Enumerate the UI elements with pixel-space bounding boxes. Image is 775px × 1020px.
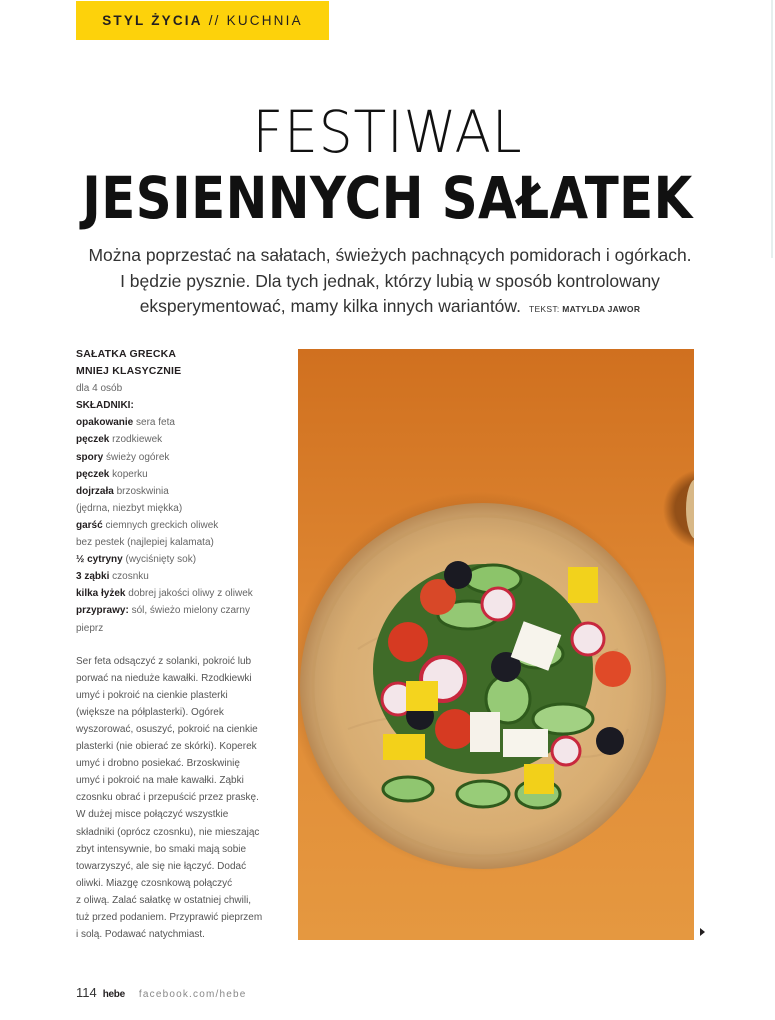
method-line: czosnku obrać i przepuścić przez praskę. [76,792,259,804]
ingredient-item: garść ciemnych greckich oliwek [76,519,219,531]
method-line: tuż przed podaniem. Przyprawić pieprzem [76,912,263,923]
method-line: umyć i pokroić na cienkie plasterki [76,689,228,701]
ingredient-item: spory świeży ogórek [76,451,170,463]
salad-plate-illustration [298,349,694,940]
method-line: umyć i drobno posiekać. Brzoskwinię [76,758,240,770]
brand-logo: hebe [102,989,125,1000]
salad-photo [298,349,694,940]
recipe-title: SAŁATKA GRECKA [76,348,177,360]
method-line: W dużej misce połączyć wszystkie [76,809,229,821]
page-footer [76,985,247,1000]
recipe-subtitle: MNIEJ KLASYCZNIE [76,365,182,378]
headline-line1: FESTIWAL [252,98,523,166]
method-line: zbyt intensywnie, bo smaki mają sobie [76,843,247,855]
method-line: oliwki. Miazgę czosnkową połączyć [76,877,233,889]
lead-paragraph [60,243,720,323]
ingredient-item: pęczek koperku [76,468,148,480]
ingredient-item: dojrzała brzoskwinia [76,485,169,497]
ingredient-item: kilka łyżek dobrej jakości oliwy z oliwek [76,588,253,600]
method-line: z oliwą. Zalać sałatkę w ostatniej chwili, [76,894,252,906]
page-edge-rule [771,0,773,258]
recipe-method [76,653,288,944]
ingredient-item: bez pestek (najlepiej kalamata) [76,537,214,549]
ingredient-item: pieprz [76,622,104,634]
method-line: plasterki (nie obierać ze skórki). Koperek [76,741,257,753]
facebook-link[interactable]: facebook.com/hebe [138,989,247,1000]
method-line: umyć i pokroić na małe kawałki. Ząbki [76,775,244,787]
method-line: składniki (oprócz czosnku), nie mieszając [76,826,260,838]
method-line: (większe na półplasterki). Ogórek [76,706,224,718]
headline-line2: JESIENNYCH SAŁATEK [82,164,693,232]
recipe-sidebar [76,346,288,943]
method-line: towarzyszyć, ale się nie łączyć. Dodać [76,860,247,872]
ingredient-item: (jędrna, niezbyt miękka) [76,502,183,514]
lead-line: I będzie pysznie. Dla tych jednak, którzy lubią w sposób kontrolowany [120,270,660,291]
section-tag-separator: // [208,13,221,28]
byline-label: TEKST: [528,304,560,314]
ingredients-header: SKŁADNIKI: [76,400,134,412]
ingredient-item: opakowanie sera feta [76,417,175,429]
page-number: 114 [76,985,97,1000]
lead-line: eksperymentować, mamy kilka innych wariantów. [139,296,521,316]
method-line: wyszorować, osuszyć, pokroić na cienkie [76,723,258,735]
section-tag-section: KUCHNIA [226,13,303,28]
ingredients-list [76,414,288,636]
byline-author: MATYLDA JAWOR [562,304,641,314]
continue-arrow-icon [700,928,705,936]
method-line: Ser feta odsączyć z solanki, pokroić lub [76,655,252,667]
lead-line: Można poprzestać na sałatach, świeżych pachnących pomidorach i ogórkach. [88,245,692,265]
section-tag-category: STYL ŻYCIA [102,13,203,28]
section-tag [76,1,329,40]
method-line: i solą. Podawać natychmiast. [76,929,205,941]
ingredient-item: przyprawy: sól, świeżo mielony czarny [76,605,250,617]
method-line: porwać na nieduże kawałki. Rzodkiewki [76,672,252,684]
byline [529,304,640,314]
ingredient-item: 3 ząbki czosnku [76,571,149,583]
recipe-servings: dla 4 osób [76,383,123,395]
ingredient-item: pęczek rzodkiewek [76,434,163,446]
ingredient-item: ½ cytryny (wyciśnięty sok) [76,554,197,566]
